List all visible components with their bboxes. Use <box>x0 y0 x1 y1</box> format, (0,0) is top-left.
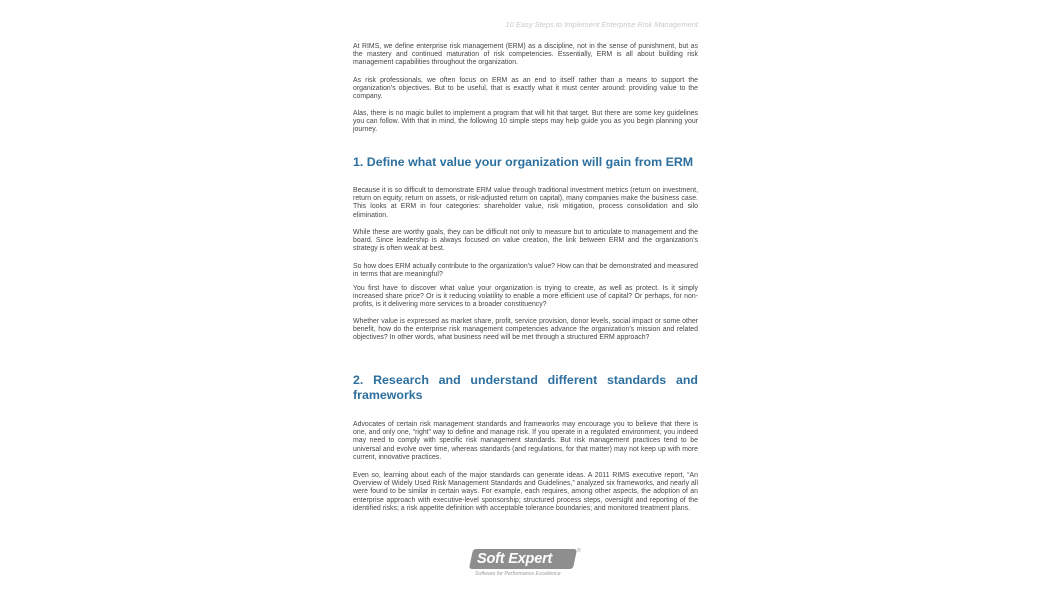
intro-paragraph-1: At RIMS, we define enterprise risk management (ERM) as a discipline, not in the sense of punishment, but as the mastery and continued maturation of risk competencies. Essentially, ERM is all about building risk management capabilities throughout the organization. <box>353 43 698 67</box>
section-1-paragraph-4: You first have to discover what value your organization is trying to create, as well as protect. Is it simply increased share price? Or is it reducing volatility to enable a more efficient use of capital? Or perhaps, for non-profits, is it delivering more services to a broader constituency? <box>353 285 698 309</box>
section-1-heading: 1. Define what value your organization will gain from ERM <box>353 155 694 169</box>
section-2-paragraph-2: Even so, learning about each of the major standards can generate ideas. A 2011 RIMS executive report, “An Overview of Widely Used Risk Management Standards and Guidelines,” analyzed six frameworks, and nearly all were found to be similar in certain ways. For example, each requires, among other aspects, the adoption of an enterprise approach with executive-level sponsorship; structured process steps, oversight and reporting of the identified risks; a risk appetite definition with acceptable tolerance boundaries; and monitored treatment plans. <box>353 472 698 512</box>
logo-registered-mark: ® <box>577 548 581 554</box>
logo-tagline: Software for Performance Excellence <box>475 571 561 577</box>
softexpert-logo <box>471 549 581 581</box>
section-2-heading: 2. Research and understand different standards and frameworks <box>353 373 698 403</box>
intro-paragraph-2: As risk professionals, we often focus on ERM as an end to itself rather than a means to support the organization’s objectives. But to be useful, that is exactly what it must center around: providing value to the company. <box>353 77 698 101</box>
intro-paragraph-3: Alas, there is no magic bullet to implement a program that will hit that target. But there are some key guidelines you can follow. With that in mind, the following 10 simple steps may help guide you as you begin planning your journey. <box>353 110 698 134</box>
section-1-paragraph-2: While these are worthy goals, they can be difficult not only to measure but to articulate to management and the board. Since leadership is always focused on value creation, the link between ERM and the organization’s strategy is often weak at best. <box>353 229 698 253</box>
section-1-paragraph-1: Because it is so difficult to demonstrate ERM value through traditional investment metrics (return on investment, return on equity, return on assets, or risk-adjusted return on capital), many companies make the business case. This looks at ERM in four categories: shareholder value, risk mitigation, process consolidation and silo elimination. <box>353 187 698 219</box>
section-2-paragraph-1: Advocates of certain risk management standards and frameworks may encourage you to believe that there is one, and only one, “right” way to define and manage risk. If you operate in a regulated environment, you indeed may need to comply with specific risk management standards. But risk management practices tend to be universal and evolve over time, whereas standards (and regulations, for that matter) may not keep up with more current, innovative practices. <box>353 421 698 461</box>
logo-wordmark: Soft Expert <box>477 551 553 567</box>
running-header: 10 Easy Steps to Implement Enterprise Risk Management <box>505 20 698 29</box>
document-page <box>353 0 698 600</box>
section-1-paragraph-3: So how does ERM actually contribute to the organization’s value? How can that be demonstrated and measured in terms that are meaningful? <box>353 263 698 279</box>
section-1-paragraph-5: Whether value is expressed as market share, profit, service provision, donor levels, social impact or some other benefit, how do the enterprise risk management competencies advance the organization’s mission and related objectives? In other words, what business need will be met through a structured ERM approach? <box>353 318 698 342</box>
